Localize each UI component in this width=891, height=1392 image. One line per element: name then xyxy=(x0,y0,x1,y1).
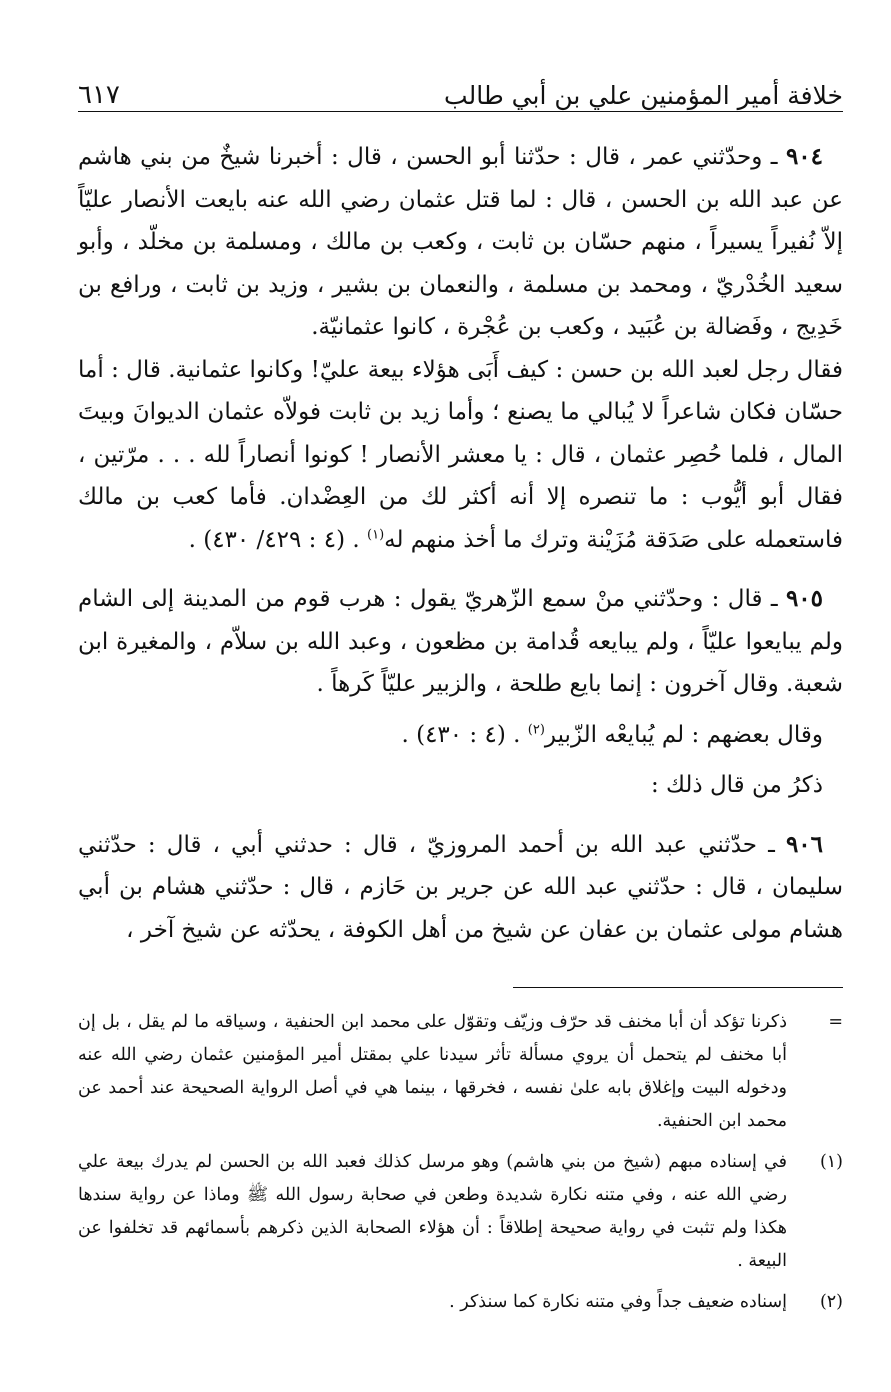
footnote-1 xyxy=(78,1146,843,1278)
section-heading xyxy=(78,764,843,807)
paragraph-904-continued xyxy=(78,349,843,562)
narration-number: ٩٠٦ xyxy=(785,830,823,858)
footnotes xyxy=(78,1006,843,1319)
paragraph-905 xyxy=(78,578,843,706)
footnote-continued xyxy=(78,1006,843,1138)
footnote-ref-2: (٢) xyxy=(527,721,545,737)
footnote-mark: (٢) xyxy=(819,1292,843,1312)
footnote-text: ذكرنا تؤكد أن أبا مخنف قد حرّف وزيّف وتقوّل على محمد ابن الحنفية ، وسياقه ما لم يقل ، بل إن أبا مخنف لم يتحمل أن يروي مسألة تأثر سيدنا علي بمقتل أمير المؤمنين عثمان رضي الله عنه ودخوله البيت وإغلاق بابه علىٰ نفسه ، فخرقها ، بينما هي في أصل الرواية الصحيحة عند أحمد عن محمد ابن الحنفية. xyxy=(78,1012,787,1131)
footnote-2 xyxy=(78,1286,843,1319)
page-number: ٦١٧ xyxy=(78,80,120,110)
footnote-text: إسناده ضعيف جداً وفي متنه نكارة كما سنذكر . xyxy=(449,1292,787,1312)
paragraph-text: ـ حدّثني عبد الله بن أحمد المروزيّ ، قال : حدثني أبي ، قال : حدّثني سليمان ، قال : حدّثني عبد الله عن جرير بن حَازم ، قال : حدّثني هشام بن أبي هشام مولى عثمان بن عفان عن شيخ من أهل الكوفة ، يحدّثه عن شيخ آخر ، xyxy=(78,831,843,943)
running-header xyxy=(78,70,843,110)
paragraph-text: ـ وحدّثني عمر ، قال : حدّثنا أبو الحسن ، قال : أخبرنا شيخٌ من بني هاشم عن عبد الله بن الحسن ، قال : لما قتل عثمان رضي الله عنه بايعت الأنصار عليّاً إلاّ نُفيراً يسيراً ، منهم حسّان بن ثابت ، وكعب بن مالك ، ومسلمة بن مخلّد ، وأبو سعيد الخُدْريّ ، ومحمد بن مسلمة ، والنعمان بن بشير ، وزيد بن ثابت ، ورافع بن خَدِيج ، وفَضالة بن عُبَيد ، وكعب بن عُجْرة ، كانوا عثمانيّة. xyxy=(78,144,843,340)
running-title: خلافة أمير المؤمنين علي بن أبي طالب xyxy=(444,81,843,110)
header-rule xyxy=(78,111,843,112)
paragraph-text: ـ قال : وحدّثني منْ سمع الزّهريّ يقول : هرب قوم من المدينة إلى الشام ولم يبايعوا عليّاً ، ولم يبايعه قُدامة بن مظعون ، وعبد الله بن سلاّم ، والمغيرة ابن شعبة. وقال آخرون : إنما بايع طلحة ، والزبير عليّاً كَرهاً . xyxy=(78,586,843,697)
footnote-text: في إسناده مبهم (شيخ من بني هاشم) وهو مرسل كذلك فعبد الله بن الحسن لم يدرك بيعة علي رضي الله عنه ، وفي متنه نكارة شديدة وطعن في صحابة رسول الله ﷺ وماذا عن رواية سندها هكذا ولم تثبت في رواية صحيحة إطلاقاً : أن هؤلاء الصحابة الذين ذكرهم بأسمائهم قد تخلفوا عن البيعة . xyxy=(78,1152,787,1271)
footnote-rule xyxy=(513,987,843,988)
paragraph-text: وقال بعضهم : لم يُبايعْه الزّبير xyxy=(544,721,823,748)
paragraph-905-continued xyxy=(78,714,843,757)
paragraph-text: فقال رجل لعبد الله بن حسن : كيف أَبَى هؤلاء بيعة عليّ! وكانوا عثمانية. قال : أما حسّان فكان شاعراً لا يُبالي ما يصنع ؛ وأما زيد بن ثابت فولاّه عثمان الديوانَ وبيتَ المال ، فلما حُصِر عثمان ، قال : يا معشر الأنصار ! كونوا أنصاراً لله . . . مرّتين ، فقال أبو أيُّوب : ما تنصره إلا أنه أكثر لك من العِضْدان. فأما كعب بن مالك فاستعمله على صَدَقة مُزَيْنة وترك ما أخذ منهم له xyxy=(78,356,843,553)
citation: . (٤ : ٤٣٠) . xyxy=(401,721,528,748)
footnote-mark: = xyxy=(828,1012,843,1032)
paragraph-906 xyxy=(78,824,843,952)
footnote-ref-1: (١) xyxy=(367,526,385,542)
footnote-mark: (١) xyxy=(819,1152,843,1172)
paragraph-904 xyxy=(78,136,843,349)
main-text xyxy=(78,136,843,951)
citation: . (٤ : ٤٢٩/ ٤٣٠) . xyxy=(188,526,368,553)
narration-number: ٩٠٤ xyxy=(785,143,823,170)
paragraph-text: ذكرُ من قال ذلك : xyxy=(650,772,823,798)
narration-number: ٩٠٥ xyxy=(785,585,823,612)
